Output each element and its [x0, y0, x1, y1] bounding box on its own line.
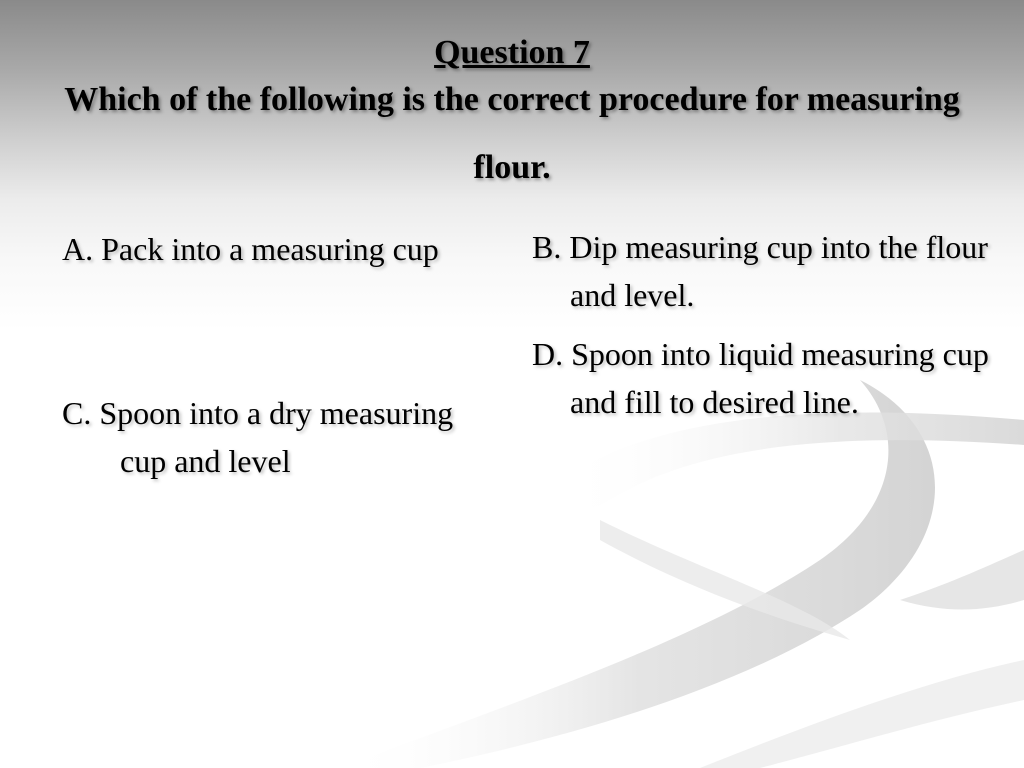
answer-option-a: A. Pack into a measuring cup — [62, 231, 439, 267]
answer-option-b: B. Dip measuring cup into the flour and level. — [532, 229, 988, 313]
answer-option-d: D. Spoon into liquid measuring cup and fill to desired line. — [532, 336, 989, 420]
answer-option-c: C. Spoon into a dry measuring cup and level — [62, 395, 454, 479]
question-number: Question 7 — [434, 34, 590, 71]
question-text: Which of the following is the correct procedure for measuring flour. — [64, 81, 960, 186]
slide-title — [40, 28, 984, 202]
